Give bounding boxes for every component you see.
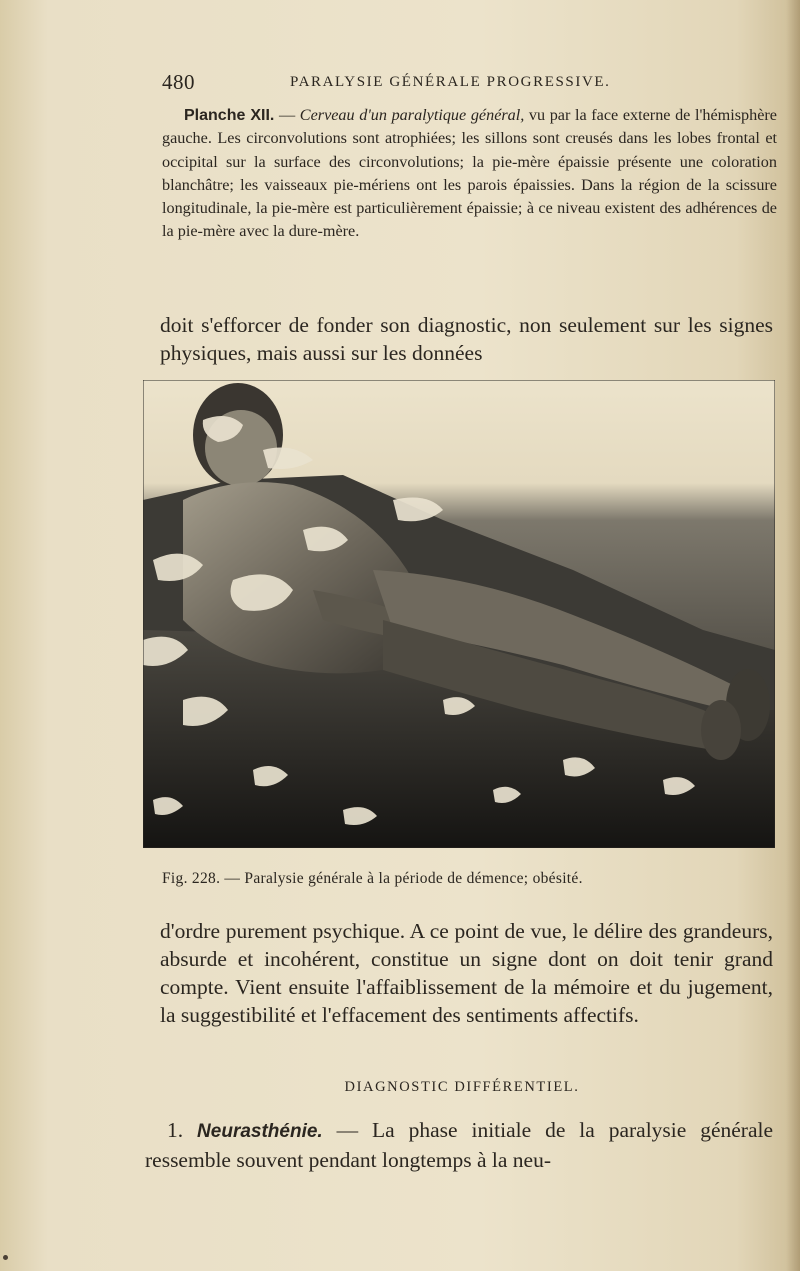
body-paragraph-1: doit s'efforcer de fonder son diagnostic, non seulement sur les signes physiques, mais aussi sur les données: [160, 313, 773, 365]
body-paragraph-2: d'ordre purement psychique. A ce point de vue, le délire des grandeurs, absurde et incohérent, constitue un signe dont on doit tenir grand compte. Vient ensuite l'affaiblissement de la mémoire et du jugement, la suggestibilité et l'effacement des sentiments affectifs.: [160, 919, 773, 1027]
subsection-text: La phase initiale de la paralysie générale ressemble souvent pendant longtemps à la neu-: [145, 1118, 774, 1172]
plate-title: Cerveau d'un paralytique général,: [299, 106, 525, 124]
subsection-dash: —: [322, 1118, 373, 1142]
body-paragraph-3: [145, 1116, 773, 1174]
subsection-heading: Neurasthénie.: [197, 1121, 323, 1142]
plate-caption: [162, 104, 777, 244]
page-number: 480: [162, 70, 195, 94]
photograph-reclining-patient-icon: [143, 380, 775, 848]
figure-caption: Fig. 228. — Paralysie générale à la période de démence; obésité.: [162, 870, 583, 887]
plate-dash: —: [274, 106, 300, 124]
page-header: [162, 70, 772, 96]
section-heading: DIAGNOSTIC DIFFÉRENTIEL.: [344, 1079, 580, 1095]
running-title: PARALYSIE GÉNÉRALE PROGRESSIVE.: [290, 74, 611, 90]
ink-dot: [3, 1255, 8, 1260]
plate-label: Planche XII.: [184, 107, 275, 124]
plate-description: vu par la face externe de l'hémisphère gauche. Les circonvolutions sont atrophiées; les sillons sont creusés dans les lobes frontal et occipital sur la surface des circonvolutions; la pie-mère épaissie présente une coloration blanchâtre; les vaisseaux pie-mériens ont les parois épaissies. Dans la région de la scissure longitudinale, la pie-mère est particulièrement épaissie; à ce niveau existent des adhérences de la pie-mère avec la dure-mère.: [162, 106, 777, 241]
list-number: 1.: [167, 1118, 184, 1142]
